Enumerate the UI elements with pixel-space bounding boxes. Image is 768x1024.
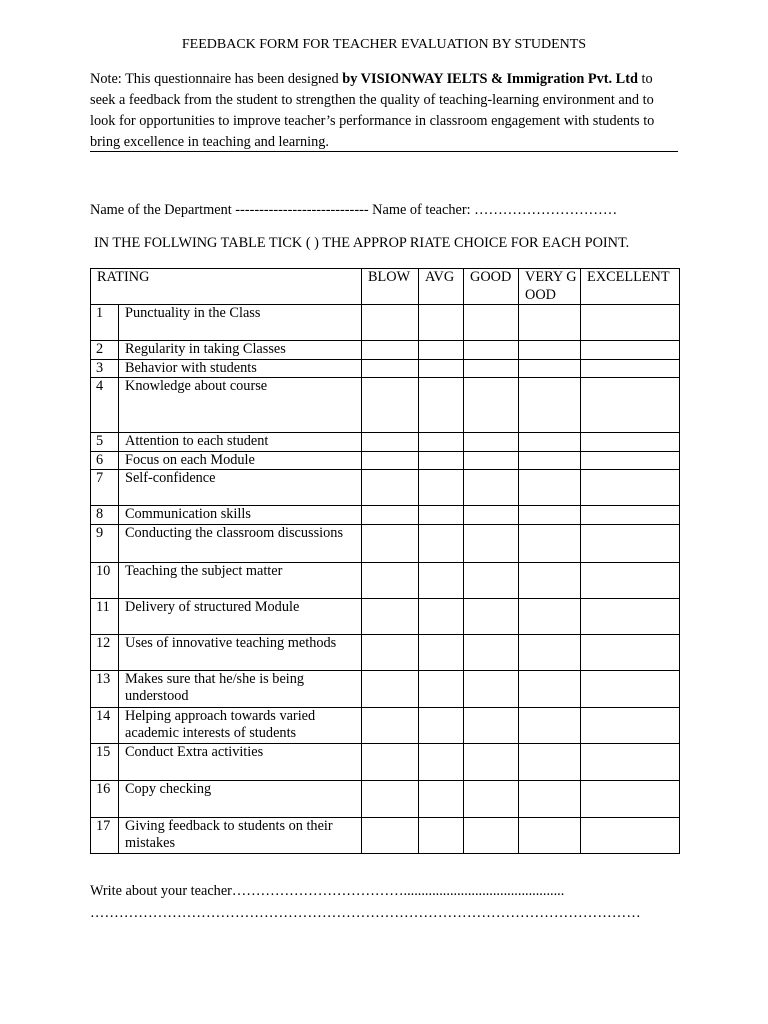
tick-cell-excellent[interactable] — [581, 743, 680, 780]
tick-cell-avg[interactable] — [419, 359, 464, 378]
tick-cell-good[interactable] — [464, 359, 519, 378]
row-number: 9 — [91, 524, 119, 562]
table-row — [91, 341, 680, 360]
note-paragraph — [90, 69, 680, 153]
tick-cell-very-good[interactable] — [519, 743, 581, 780]
table-row — [91, 670, 680, 707]
table-row — [91, 817, 680, 853]
row-number: 13 — [91, 670, 119, 707]
table-row — [91, 506, 680, 525]
tick-cell-excellent[interactable] — [581, 670, 680, 707]
tick-cell-very-good[interactable] — [519, 506, 581, 525]
tick-cell-good[interactable] — [464, 670, 519, 707]
table-row — [91, 433, 680, 452]
row-number: 16 — [91, 780, 119, 817]
row-criterion: Uses of innovative teaching methods — [119, 634, 362, 670]
col-header-blow: BLOW — [362, 269, 419, 305]
tick-cell-excellent[interactable] — [581, 433, 680, 452]
tick-cell-very-good[interactable] — [519, 470, 581, 506]
tick-cell-avg[interactable] — [419, 817, 464, 853]
tick-cell-blow[interactable] — [362, 433, 419, 452]
tick-cell-blow[interactable] — [362, 598, 419, 634]
tick-cell-excellent[interactable] — [581, 341, 680, 360]
tick-cell-very-good[interactable] — [519, 670, 581, 707]
tick-cell-avg[interactable] — [419, 670, 464, 707]
tick-cell-blow[interactable] — [362, 562, 419, 598]
tick-cell-very-good[interactable] — [519, 634, 581, 670]
tick-cell-blow[interactable] — [362, 305, 419, 341]
tick-cell-excellent[interactable] — [581, 451, 680, 470]
table-header-row — [91, 269, 680, 305]
tick-cell-blow[interactable] — [362, 524, 419, 562]
tick-cell-very-good[interactable] — [519, 562, 581, 598]
table-instruction: IN THE FOLLWING TABLE TICK ( ) THE APPROP RIATE CHOICE FOR EACH POINT. — [94, 235, 630, 251]
tick-cell-very-good[interactable] — [519, 817, 581, 853]
table-row — [91, 451, 680, 470]
table-row — [91, 305, 680, 341]
col-header-excellent: EXCELLENT — [581, 269, 680, 305]
tick-cell-avg[interactable] — [419, 780, 464, 817]
table-row — [91, 780, 680, 817]
tick-cell-blow[interactable] — [362, 341, 419, 360]
tick-cell-good[interactable] — [464, 743, 519, 780]
tick-cell-excellent[interactable] — [581, 524, 680, 562]
department-teacher-line: Name of the Department ---------------------------- Name of teacher: ………………………… — [90, 202, 618, 218]
row-criterion: Delivery of structured Module — [119, 598, 362, 634]
row-criterion: Attention to each student — [119, 433, 362, 452]
table-row — [91, 598, 680, 634]
tick-cell-avg[interactable] — [419, 707, 464, 743]
tick-cell-good[interactable] — [464, 817, 519, 853]
row-criterion: Self-confidence — [119, 470, 362, 506]
tick-cell-very-good[interactable] — [519, 707, 581, 743]
tick-cell-excellent[interactable] — [581, 378, 680, 433]
table-row — [91, 707, 680, 743]
row-number: 10 — [91, 562, 119, 598]
table-row — [91, 359, 680, 378]
tick-cell-avg[interactable] — [419, 378, 464, 433]
tick-cell-excellent[interactable] — [581, 780, 680, 817]
tick-cell-good[interactable] — [464, 634, 519, 670]
tick-cell-very-good[interactable] — [519, 359, 581, 378]
table-row — [91, 743, 680, 780]
tick-cell-good[interactable] — [464, 506, 519, 525]
tick-cell-blow[interactable] — [362, 743, 419, 780]
tick-cell-good[interactable] — [464, 378, 519, 433]
tick-cell-very-good[interactable] — [519, 305, 581, 341]
row-number: 5 — [91, 433, 119, 452]
form-title: FEEDBACK FORM FOR TEACHER EVALUATION BY STUDENTS — [181, 37, 587, 52]
tick-cell-blow[interactable] — [362, 470, 419, 506]
table-row — [91, 634, 680, 670]
tick-cell-blow[interactable] — [362, 817, 419, 853]
tick-cell-very-good[interactable] — [519, 451, 581, 470]
row-criterion: Punctuality in the Class — [119, 305, 362, 341]
col-header-avg: AVG — [419, 269, 464, 305]
row-number: 3 — [91, 359, 119, 378]
col-header-good: GOOD — [464, 269, 519, 305]
row-criterion: Regularity in taking Classes — [119, 341, 362, 360]
row-number: 12 — [91, 634, 119, 670]
tick-cell-good[interactable] — [464, 598, 519, 634]
tick-cell-good[interactable] — [464, 780, 519, 817]
row-criterion: Helping approach towards varied academic interests of students — [119, 707, 362, 743]
tick-cell-good[interactable] — [464, 451, 519, 470]
tick-cell-blow[interactable] — [362, 707, 419, 743]
row-criterion: Communication skills — [119, 506, 362, 525]
row-number: 11 — [91, 598, 119, 634]
row-number: 1 — [91, 305, 119, 341]
tick-cell-avg[interactable] — [419, 433, 464, 452]
note-body: to seek a feedback from the student to strengthen the quality of teaching-learning environment and to look for opportunities to improve teacher’s performance in classroom engagement with students to bring excellence in teaching and learning. — [90, 71, 655, 150]
row-criterion: Teaching the subject matter — [119, 562, 362, 598]
row-criterion: Makes sure that he/she is being understood — [119, 670, 362, 707]
table-row — [91, 470, 680, 506]
tick-cell-excellent[interactable] — [581, 817, 680, 853]
row-criterion: Conduct Extra activities — [119, 743, 362, 780]
tick-cell-very-good[interactable] — [519, 780, 581, 817]
tick-cell-good[interactable] — [464, 707, 519, 743]
tick-cell-avg[interactable] — [419, 305, 464, 341]
tick-cell-good[interactable] — [464, 433, 519, 452]
tick-cell-avg[interactable] — [419, 524, 464, 562]
write-dotted-line: …………………………………………………………………………………………………… — [90, 905, 641, 921]
tick-cell-good[interactable] — [464, 305, 519, 341]
tick-cell-very-good[interactable] — [519, 598, 581, 634]
tick-cell-avg[interactable] — [419, 506, 464, 525]
tick-cell-avg[interactable] — [419, 451, 464, 470]
tick-cell-very-good[interactable] — [519, 341, 581, 360]
tick-cell-excellent[interactable] — [581, 470, 680, 506]
tick-cell-avg[interactable] — [419, 562, 464, 598]
tick-cell-avg[interactable] — [419, 634, 464, 670]
tick-cell-excellent[interactable] — [581, 506, 680, 525]
row-number: 17 — [91, 817, 119, 853]
tick-cell-blow[interactable] — [362, 359, 419, 378]
table-row — [91, 562, 680, 598]
tick-cell-blow[interactable] — [362, 780, 419, 817]
tick-cell-very-good[interactable] — [519, 433, 581, 452]
tick-cell-blow[interactable] — [362, 506, 419, 525]
tick-cell-excellent[interactable] — [581, 305, 680, 341]
row-number: 14 — [91, 707, 119, 743]
tick-cell-avg[interactable] — [419, 470, 464, 506]
tick-cell-good[interactable] — [464, 470, 519, 506]
table-row — [91, 378, 680, 433]
row-criterion: Giving feedback to students on their mistakes — [119, 817, 362, 853]
row-number: 15 — [91, 743, 119, 780]
tick-cell-excellent[interactable] — [581, 359, 680, 378]
rating-rows — [91, 305, 680, 854]
tick-cell-blow[interactable] — [362, 634, 419, 670]
row-number: 6 — [91, 451, 119, 470]
tick-cell-avg[interactable] — [419, 598, 464, 634]
tick-cell-good[interactable] — [464, 524, 519, 562]
tick-cell-very-good[interactable] — [519, 524, 581, 562]
table-row — [91, 524, 680, 562]
row-criterion: Focus on each Module — [119, 451, 362, 470]
rating-table — [90, 268, 680, 854]
row-number: 2 — [91, 341, 119, 360]
row-criterion: Knowledge about course — [119, 378, 362, 433]
tick-cell-blow[interactable] — [362, 670, 419, 707]
tick-cell-excellent[interactable] — [581, 598, 680, 634]
note-prefix: Note: This questionnaire has been designed — [90, 71, 343, 87]
row-number: 8 — [91, 506, 119, 525]
tick-cell-avg[interactable] — [419, 743, 464, 780]
tick-cell-avg[interactable] — [419, 341, 464, 360]
tick-cell-excellent[interactable] — [581, 562, 680, 598]
row-criterion: Conducting the classroom discussions — [119, 524, 362, 562]
tick-cell-good[interactable] — [464, 562, 519, 598]
row-criterion: Copy checking — [119, 780, 362, 817]
write-about-teacher-line: Write about your teacher………………………………............................................. — [90, 883, 565, 899]
tick-cell-blow[interactable] — [362, 451, 419, 470]
tick-cell-blow[interactable] — [362, 378, 419, 433]
col-header-very-good: VERY GOOD — [519, 269, 581, 305]
rating-header: RATING — [91, 269, 362, 305]
row-number: 4 — [91, 378, 119, 433]
tick-cell-excellent[interactable] — [581, 707, 680, 743]
note-organization: by VISIONWAY IELTS & Immigration Pvt. Ltd — [342, 71, 638, 87]
row-number: 7 — [91, 470, 119, 506]
tick-cell-very-good[interactable] — [519, 378, 581, 433]
note-divider — [90, 151, 678, 152]
tick-cell-good[interactable] — [464, 341, 519, 360]
row-criterion: Behavior with students — [119, 359, 362, 378]
tick-cell-excellent[interactable] — [581, 634, 680, 670]
